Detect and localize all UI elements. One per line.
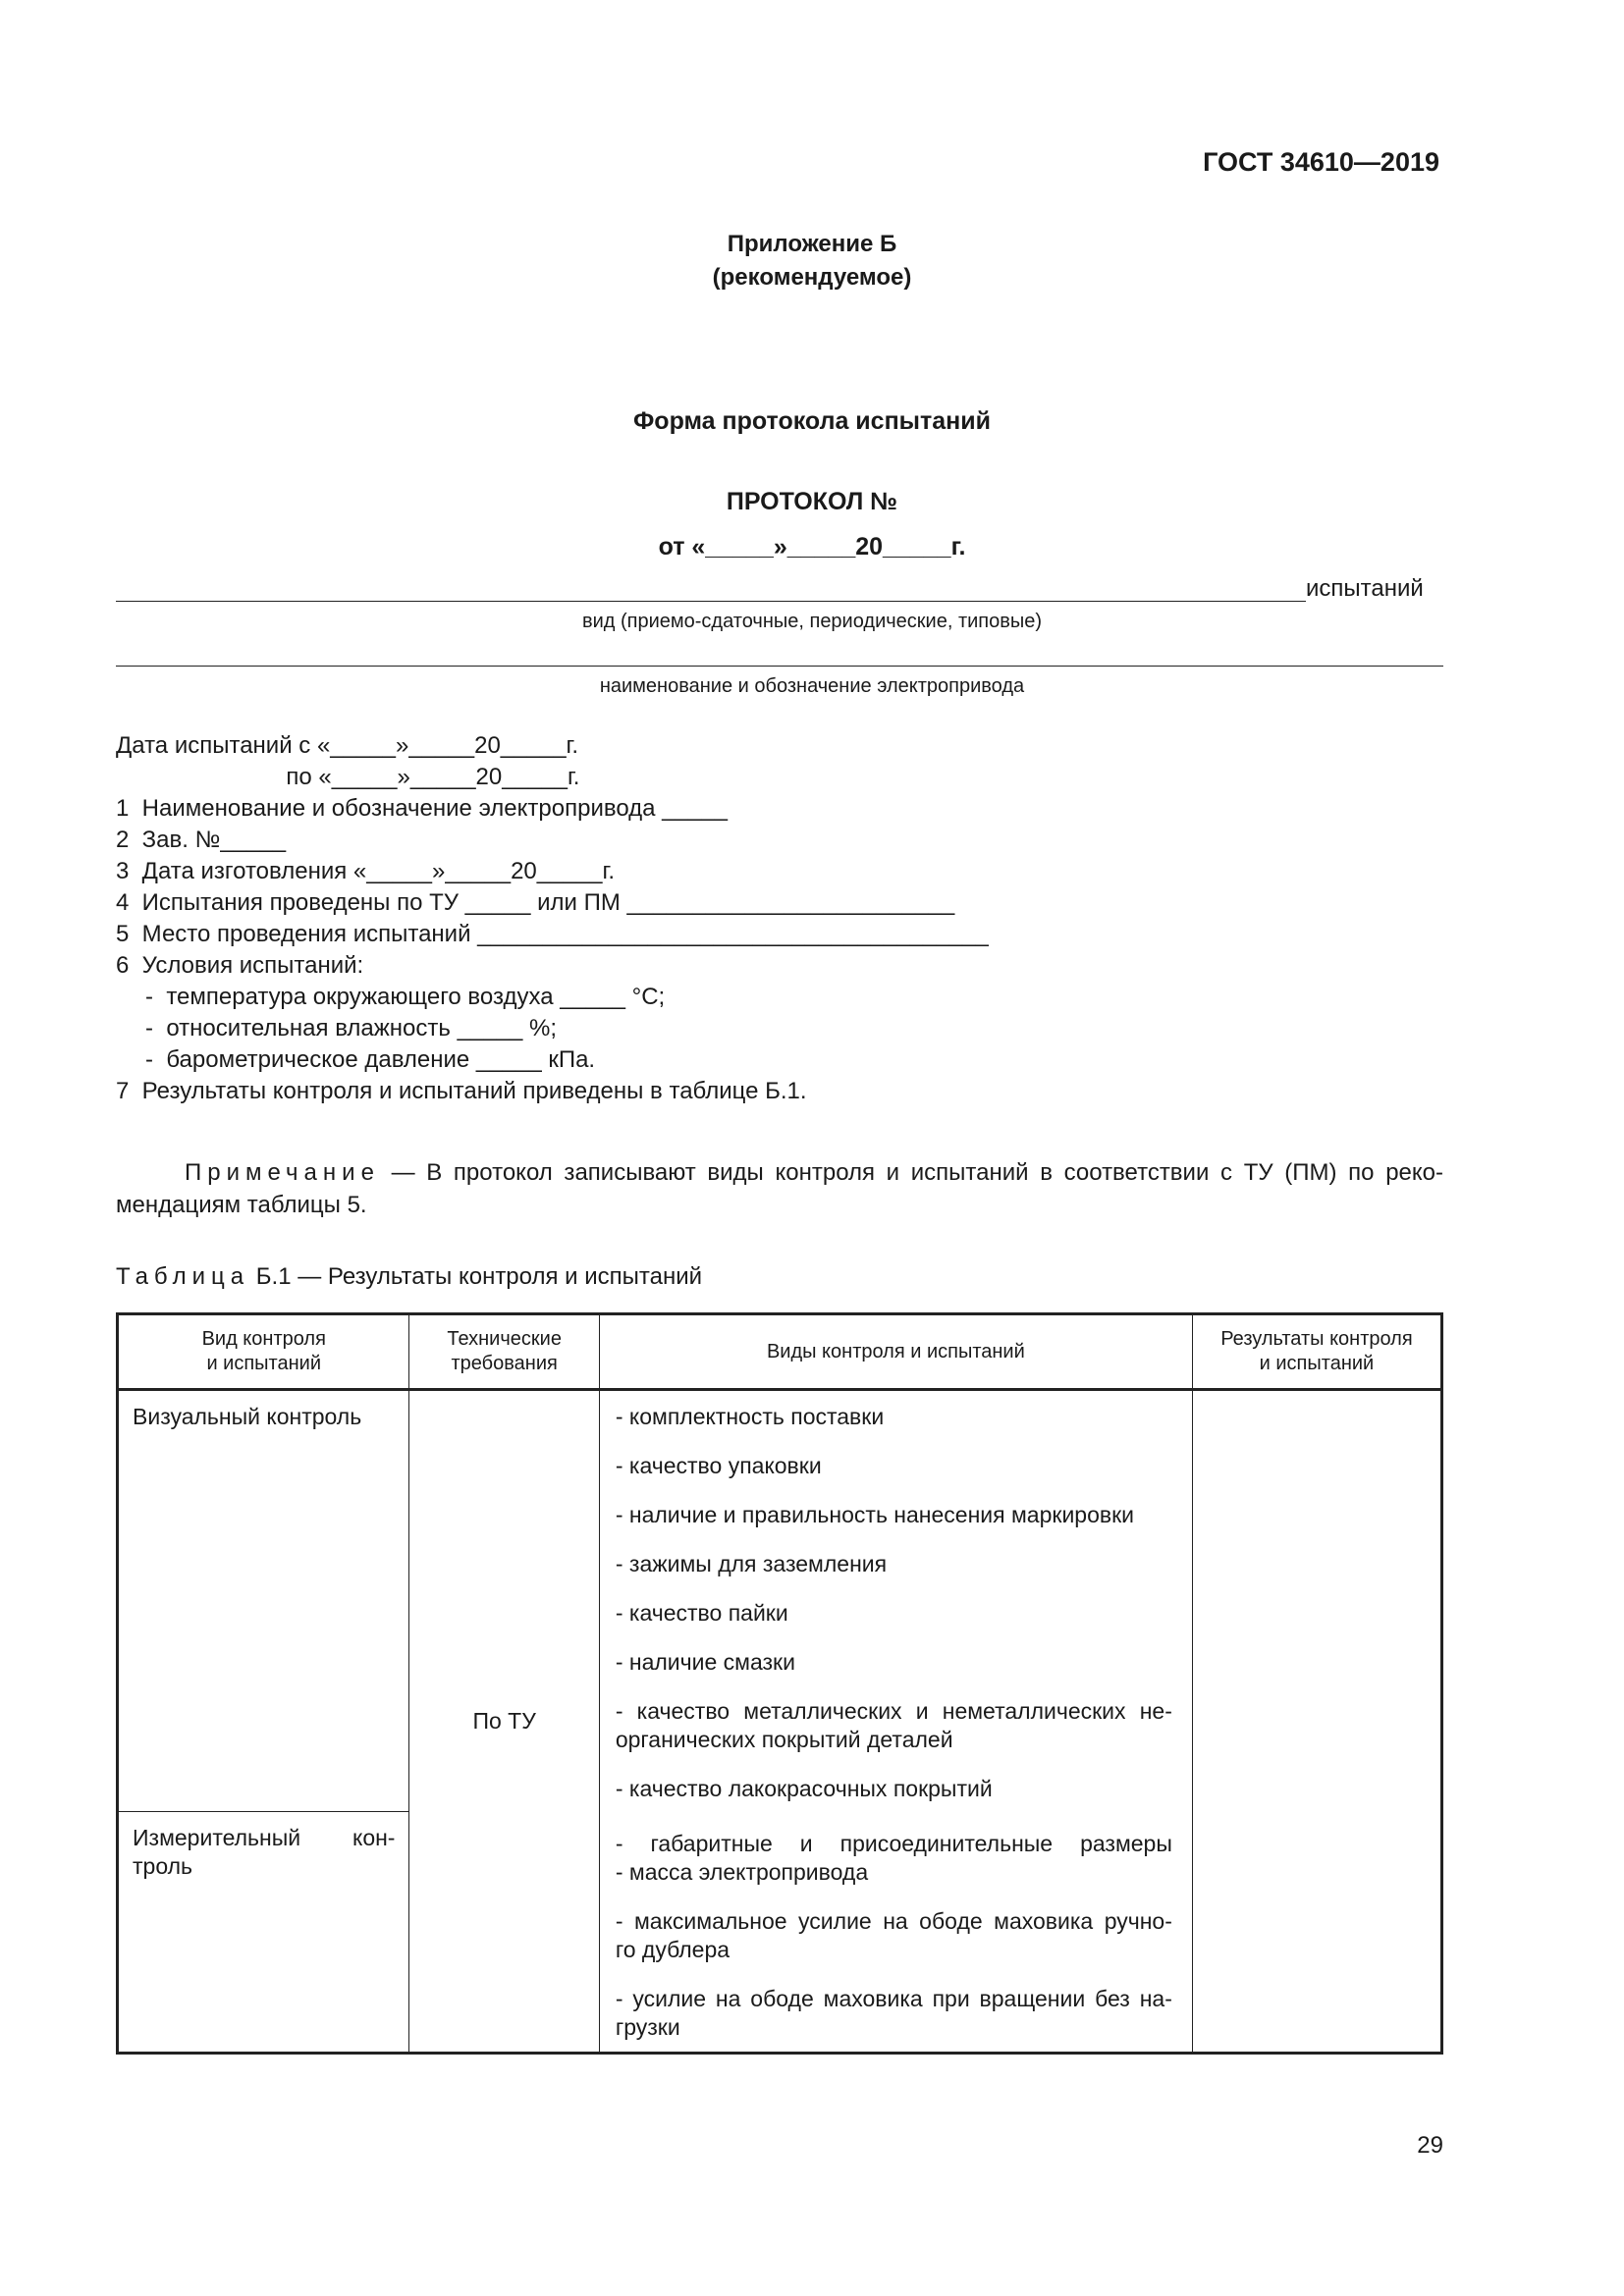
table-row-visual bbox=[118, 1390, 1442, 1812]
test-type-caption: вид (приемо-сдаточные, периодические, типовые) bbox=[581, 611, 1043, 632]
kind-measurement-line-2: троль bbox=[133, 1853, 193, 1879]
list-item: - качество лакокрасочных покрытий bbox=[615, 1776, 993, 1801]
protocol-fields bbox=[116, 730, 989, 1107]
actuator-name-blank-line bbox=[116, 666, 1443, 667]
note bbox=[116, 1156, 1443, 1221]
note-text-cont: мендациям таблицы 5. bbox=[116, 1192, 367, 1218]
table-caption bbox=[116, 1263, 702, 1291]
header-tech bbox=[409, 1314, 599, 1390]
test-type-trailing-text: испытаний bbox=[1306, 575, 1424, 602]
header-tech-line-2: требования bbox=[451, 1353, 558, 1374]
condition-humidity: - относительная влажность _____ %; bbox=[145, 1015, 557, 1041]
list-item: - масса электропривода bbox=[615, 1859, 869, 1885]
list-item: - наличие смазки bbox=[615, 1649, 795, 1675]
appendix-status: (рекомендуемое) bbox=[712, 264, 912, 291]
note-text: — В протокол записывают виды контроля и испытаний в соответствии с ТУ (ПМ) по реко- bbox=[379, 1159, 1443, 1186]
table-header-row bbox=[118, 1314, 1442, 1390]
appendix-title: Приложение Б bbox=[727, 231, 897, 257]
kind-measurement-line-1: Измерительный кон- bbox=[133, 1825, 396, 1850]
list-item: - усилие на ободе маховика при вращении без на- bbox=[615, 1986, 1172, 2011]
list-item: - качество металлических и неметаллических не- bbox=[615, 1698, 1172, 1724]
header-types: Виды контроля и испытаний bbox=[599, 1314, 1192, 1390]
page-number: 29 bbox=[1417, 2132, 1443, 2159]
header-results-line-1: Результаты контроля bbox=[1220, 1328, 1413, 1350]
list-item: - зажимы для заземления bbox=[615, 1551, 888, 1576]
header-results bbox=[1192, 1314, 1441, 1390]
field-results-reference: 7 Результаты контроля и испытаний приведены в таблице Б.1. bbox=[116, 1078, 807, 1104]
standard-number: ГОСТ 34610—2019 bbox=[1203, 147, 1439, 177]
field-actuator-name: 1 Наименование и обозначение электропривода _____ bbox=[116, 795, 728, 822]
results-table bbox=[116, 1312, 1443, 2055]
cell-tech-requirement: По ТУ bbox=[409, 1390, 599, 2054]
table-caption-text: Б.1 — Результаты контроля и испытаний bbox=[249, 1263, 703, 1290]
note-label: Примечание bbox=[185, 1159, 380, 1186]
list-item: - качество пайки bbox=[615, 1600, 788, 1626]
list-item-cont: грузки bbox=[615, 2014, 680, 2040]
field-test-location: 5 Место проведения испытаний _______________________________________ bbox=[116, 921, 989, 947]
table-caption-label: Таблица bbox=[116, 1263, 250, 1290]
condition-temperature: - температура окружающего воздуха _____ °С; bbox=[145, 984, 666, 1010]
test-type-blank-line bbox=[116, 601, 1306, 602]
actuator-name-caption: наименование и обозначение электропривода bbox=[599, 675, 1025, 697]
condition-pressure: - барометрическое давление _____ кПа. bbox=[145, 1046, 596, 1073]
header-results-line-2: и испытаний bbox=[1259, 1353, 1375, 1374]
test-date-to: по «_____»_____20_____г. bbox=[116, 764, 580, 790]
list-item-cont: органических покрытий деталей bbox=[615, 1727, 953, 1752]
appendix-heading bbox=[0, 228, 1624, 294]
list-item: - наличие и правильность нанесения маркировки bbox=[615, 1502, 1135, 1527]
cell-kind-visual: Визуальный контроль bbox=[118, 1390, 409, 1812]
field-serial-number: 2 Зав. №_____ bbox=[116, 827, 287, 853]
protocol-title: ПРОТОКОЛ № bbox=[726, 488, 898, 515]
field-manufacture-date: 3 Дата изготовления «_____»_____20_____г. bbox=[116, 858, 615, 884]
header-kind-line-1: Вид контроля bbox=[201, 1328, 326, 1350]
protocol-date-line: от «_____»_____20_____г. bbox=[658, 533, 966, 561]
cell-results bbox=[1192, 1390, 1441, 2054]
header-tech-line-1: Технические bbox=[447, 1328, 562, 1350]
test-date-from: Дата испытаний с «_____»_____20_____г. bbox=[116, 732, 579, 759]
field-test-conditions: 6 Условия испытаний: bbox=[116, 952, 364, 979]
field-test-basis: 4 Испытания проведены по ТУ _____ или ПМ _________________________ bbox=[116, 889, 955, 916]
cell-check-types bbox=[599, 1390, 1192, 2054]
header-kind-line-2: и испытаний bbox=[206, 1353, 322, 1374]
form-title: Форма протокола испытаний bbox=[632, 407, 992, 435]
list-item-cont: го дублера bbox=[615, 1937, 731, 1962]
list-item: - максимальное усилие на ободе маховика ручно- bbox=[615, 1908, 1172, 1934]
list-item: - качество упаковки bbox=[615, 1453, 822, 1478]
list-item: - габаритные и присоединительные размеры bbox=[615, 1831, 1172, 1856]
list-item: - комплектность поставки bbox=[615, 1404, 885, 1429]
cell-kind-measurement bbox=[118, 1812, 409, 2054]
header-kind bbox=[118, 1314, 409, 1390]
